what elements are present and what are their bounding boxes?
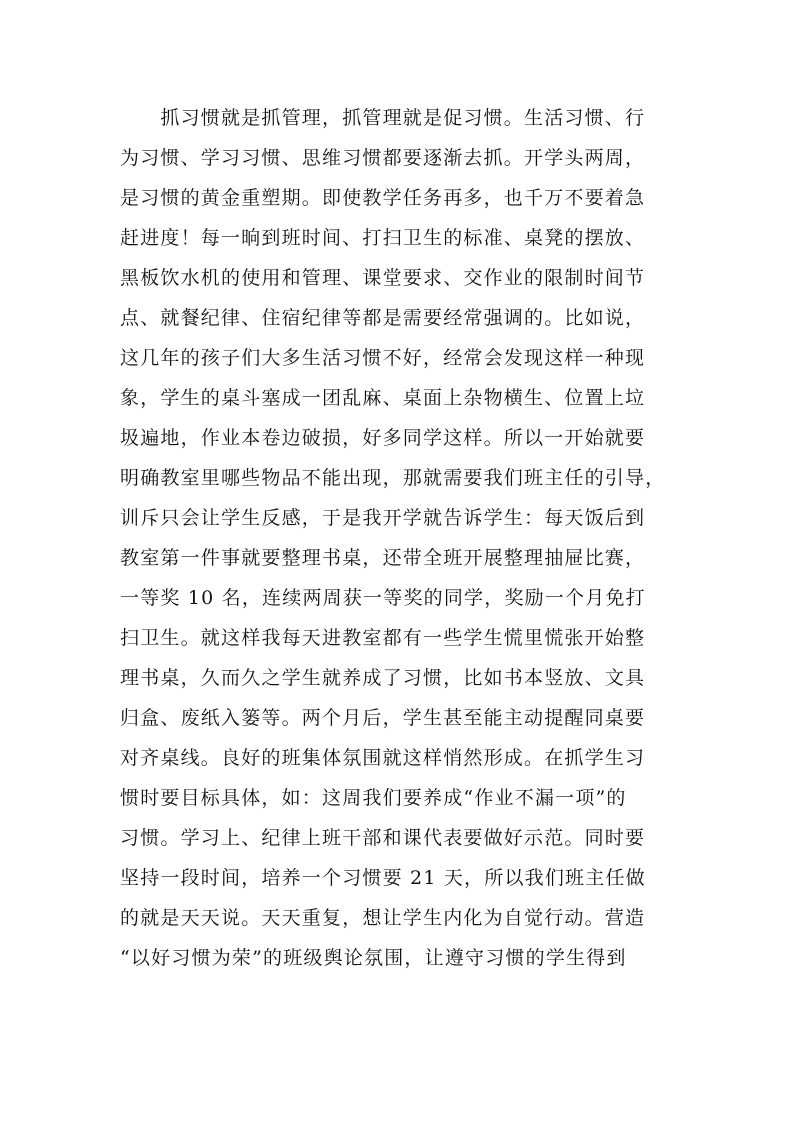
paragraph-line: 训斥只会让学生反感，于是我开学就告诉学生：每天饭后到: [120, 507, 646, 529]
paragraph-line: 对齐桌线。良好的班集体氛围就这样悄然形成。在抓学生习: [120, 747, 646, 769]
paragraph-line: 是习惯的黄金重塑期。即使教学任务再多，也千万不要着急: [120, 187, 646, 209]
paragraph-line: 抓习惯就是抓管理，抓管理就是促习惯。生活习惯、行: [120, 107, 646, 129]
paragraph-line: 习惯。学习上、纪律上班干部和课代表要做好示范。同时要: [120, 827, 646, 849]
paragraph-line: “以好习惯为荣”的班级舆论氛围，让遵守习惯的学生得到: [120, 947, 627, 969]
paragraph-line: 点、就餐纪律、住宿纪律等都是需要经常强调的。比如说，: [120, 307, 646, 329]
paragraph-line: 扫卫生。就这样我每天进教室都有一些学生慌里慌张开始整: [120, 627, 646, 649]
paragraph-line: 理书桌，久而久之学生就养成了习惯，比如书本竖放、文具: [120, 667, 646, 689]
paragraph-line: 赶进度！每一晌到班时间、打扫卫生的标准、桌凳的摆放、: [120, 227, 646, 249]
paragraph-line: 一等奖 10 名，连续两周获一等奖的同学，奖励一个月免打: [120, 587, 646, 609]
paragraph-line: 这几年的孩子们大多生活习惯不好，经常会发现这样一种现: [120, 347, 646, 369]
paragraph-line: 教室第一件事就要整理书桌，还带全班开展整理抽屉比赛，: [120, 547, 646, 569]
paragraph-line: 黑板饮水机的使用和管理、课堂要求、交作业的限制时间节: [120, 267, 646, 289]
paragraph-line: 明确教室里哪些物品不能出现，那就需要我们班主任的引导，: [120, 467, 666, 489]
paragraph-line: 为习惯、学习习惯、思维习惯都要逐渐去抓。开学头两周，: [120, 147, 646, 169]
paragraph-line: 坚持一段时间，培养一个习惯要 21 天，所以我们班主任做: [120, 867, 646, 889]
paragraph-line: 归盒、废纸入篓等。两个月后，学生甚至能主动提醒同桌要: [120, 707, 646, 729]
paragraph-line: 的就是天天说。天天重复，想让学生内化为自觉行动。营造: [120, 907, 646, 929]
paragraph-line: 圾遍地，作业本卷边破损，好多同学这样。所以一开始就要: [120, 427, 646, 449]
paragraph-line: 象，学生的桌斗塞成一团乱麻、桌面上杂物横生、位置上垃: [120, 387, 646, 409]
paragraph-line: 惯时要目标具体，如：这周我们要养成“作业不漏一项”的: [120, 787, 627, 809]
